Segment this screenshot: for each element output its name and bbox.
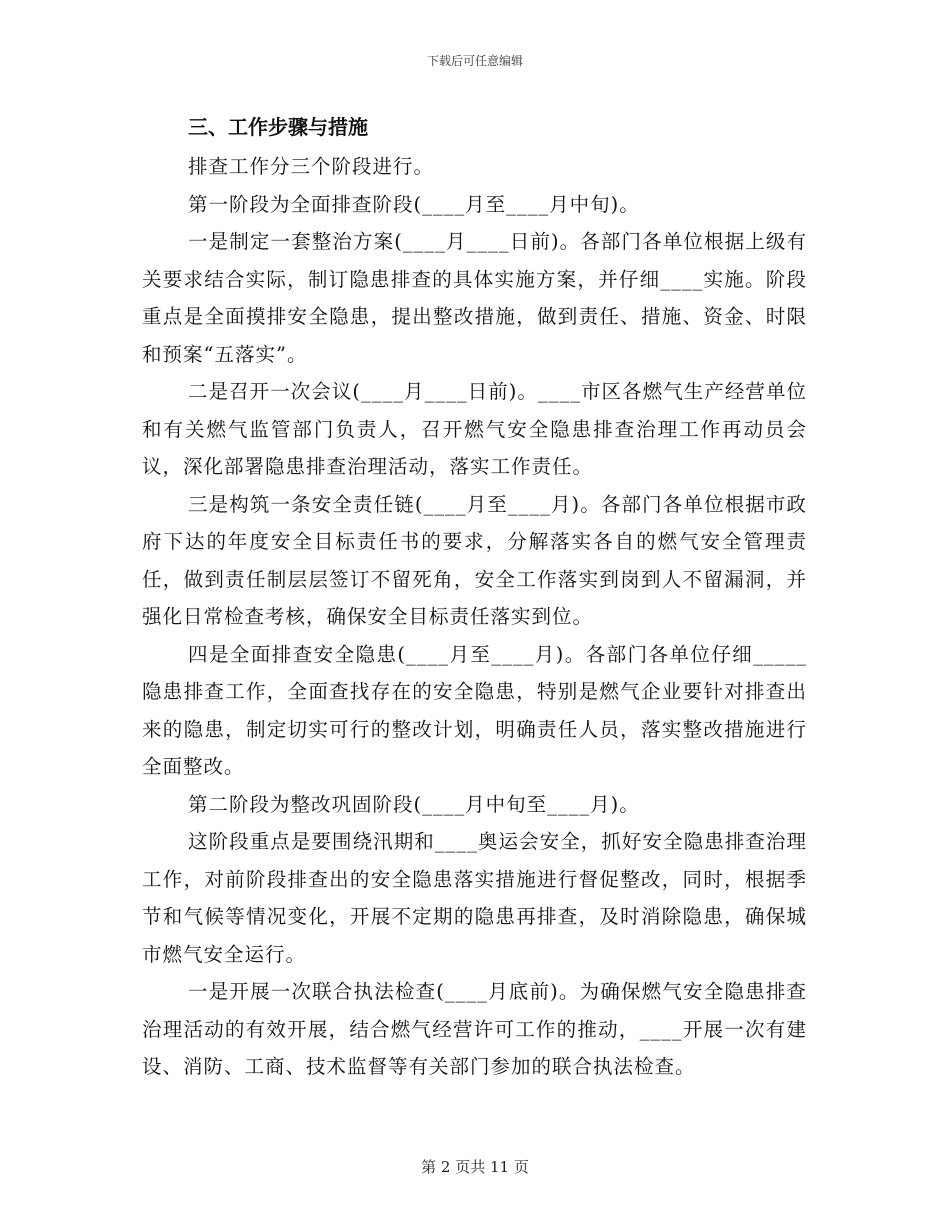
page-footer: 第 2 页共 11 页 [421, 1158, 529, 1176]
paragraph: 这阶段重点是要围绕汛期和____奥运会安全，抓好安全隐患排查治理工作，对前阶段排查出的安全隐患落实措施进行督促整改，同时，根据季节和气候等情况变化，开展不定期的隐患再排查，及时消除隐患，确保城市燃气安全运行。 [142, 830, 807, 966]
paragraph: 一是制定一套整治方案(____月____日前)。各部门各单位根据上级有关要求结合实际，制订隐患排查的具体实施方案，并仔细____实施。阶段重点是全面摸排安全隐患，提出整改措施，做到责任、措施、资金、时限和预案“五落实”。 [142, 230, 807, 366]
document-body [142, 106, 807, 1086]
paragraph: 四是全面排查安全隐患(____月至____月)。各部门各单位仔细_____隐患排查工作，全面查找存在的安全隐患，特别是燃气企业要针对排查出来的隐患，制定切实可行的整改计划，明确责任人员，落实整改措施进行全面整改。 [142, 642, 807, 778]
paragraph: 第二阶段为整改巩固阶段(____月中旬至____月)。 [188, 792, 640, 816]
section-title: 三、工作步骤与措施 [188, 115, 368, 139]
paragraph: 排查工作分三个阶段进行。 [188, 155, 435, 178]
paragraph: 二是召开一次会议(____月____日前)。____市区各燃气生产经营单位和有关燃气监管部门负责人，召开燃气安全隐患排查治理工作再动员会议，深化部署隐患排查治理活动，落实工作责任。 [142, 380, 807, 478]
paragraph: 一是开展一次联合执法检查(____月底前)。为确保燃气安全隐患排查治理活动的有效开展，结合燃气经营许可工作的推动，____开展一次有建设、消防、工商、技术监督等有关部门参加的联合执法检查。 [142, 980, 807, 1078]
paragraph: 第一阶段为全面排查阶段(____月至____月中旬)。 [188, 192, 640, 216]
page-header: 下载后可任意编辑 [426, 54, 523, 68]
paragraph: 三是构筑一条安全责任链(____月至____月)。各部门各单位根据市政府下达的年度安全目标责任书的要求，分解落实各自的燃气安全管理责任，做到责任制层层签订不留死角，安全工作落实到岗到人不留漏洞，并强化日常检查考核，确保安全目标责任落实到位。 [142, 492, 807, 628]
